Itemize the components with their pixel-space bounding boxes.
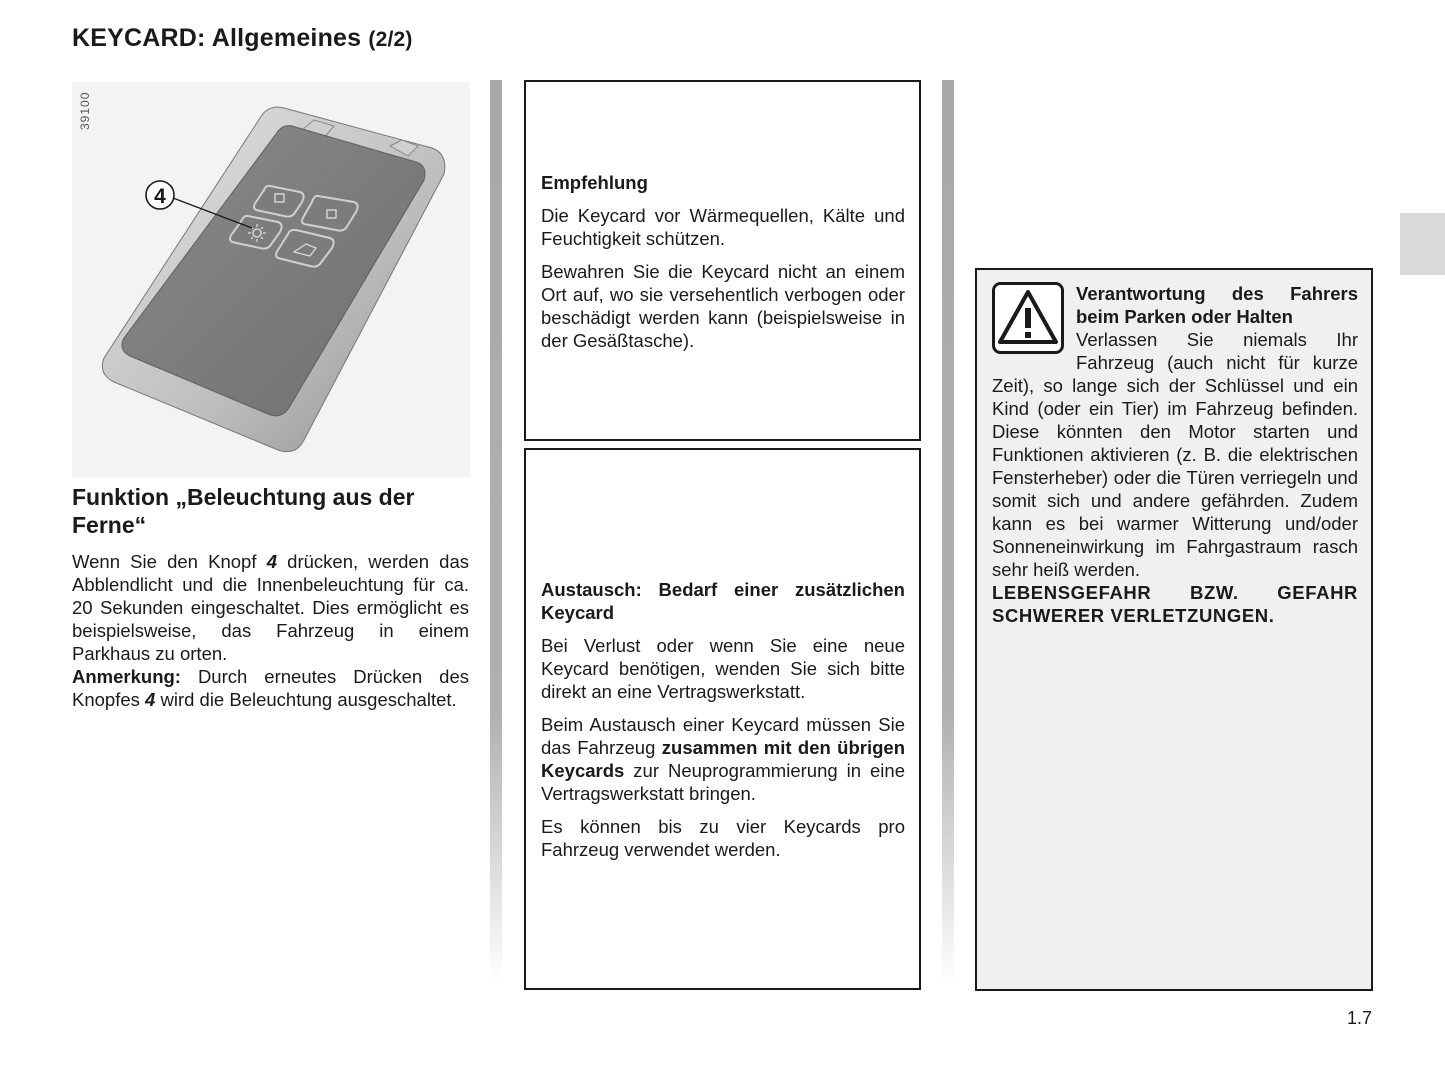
keycard-figure xyxy=(72,82,470,477)
text-run: Wenn Sie den Knopf xyxy=(72,551,267,572)
recommendation-heading: Empfehlung xyxy=(541,172,648,193)
page-number: 1.7 xyxy=(1346,1008,1372,1028)
text-run: wird die Beleuchtung ausgeschaltet. xyxy=(155,689,457,710)
left-body xyxy=(72,550,469,711)
page-title-main: KEYCARD: Allgemeines xyxy=(72,24,362,52)
keycard-illustration xyxy=(72,82,470,477)
warning-box xyxy=(975,268,1373,991)
recommendation-paragraph: Die Keycard vor Wärmequellen, Kälte und Feuchtigkeit schützen. xyxy=(541,205,905,249)
page-title-suffix: (2/2) xyxy=(368,28,413,51)
warning-icon-slot xyxy=(992,282,1076,368)
warning-heading: Verantwortung des Fahrers beim Parken oder Halten xyxy=(1076,283,1358,327)
recommendation-paragraph: Bewahren Sie die Keycard nicht an einem Ort auf, wo sie versehentlich verbogen oder beschädigt werden kann (beispielsweise in der Gesäßtasche). xyxy=(541,261,905,351)
recommendation-box xyxy=(524,80,921,441)
note-paragraph xyxy=(72,665,469,711)
button-reference: 4 xyxy=(266,551,277,572)
replacement-paragraph: Es können bis zu vier Keycards pro Fahrzeug verwendet werden. xyxy=(541,816,905,860)
column-divider xyxy=(942,80,954,985)
warning-triangle-icon xyxy=(992,282,1064,354)
note-label: Anmerkung: xyxy=(72,666,181,687)
function-paragraph xyxy=(72,550,469,665)
section-heading: Funktion „Beleuchtung aus der Ferne“ xyxy=(72,484,415,538)
column-divider xyxy=(490,80,502,985)
callout-label: 4 xyxy=(154,185,166,208)
text-run: drücken, werden das Abblendlicht und die Innenbeleuchtung für ca. 20 Sekunden eingeschaltet. Dies ermöglicht es beispielsweise, das Fahrzeug in einem Parkhaus zu orten. xyxy=(72,551,469,664)
button-reference: 4 xyxy=(145,689,156,710)
text-run: zur Neuprogrammierung in eine Vertragswerkstatt bringen. xyxy=(541,760,905,804)
image-code: 39100 xyxy=(78,91,92,130)
replacement-paragraph: Bei Verlust oder wenn Sie eine neue Keycard benötigen, wenden Sie sich bitte direkt an eine Vertragswerkstatt. xyxy=(541,635,905,702)
page-title xyxy=(72,24,413,53)
text-emphasis: zusammen mit den übrigen Keycards xyxy=(541,737,906,781)
replacement-paragraph xyxy=(541,713,905,805)
warning-body: Verlassen Sie niemals Ihr Fahrzeug (auch nicht für kurze Zeit), so lange sich der Schlüssel und ein Kind (oder ein Tier) im Fahrzeug befinden. Diese könnten den Motor starten und Funktionen aktivieren (z. B. die elektrischen Fensterheber) oder die Türen verriegeln und somit sich und andere gefährden. Zudem kann es bei warmer Witterung und/oder Sonneneinwirkung im Fahrgastraum rasch sehr heiß werden. xyxy=(992,329,1358,580)
text-run: Durch erneutes Drücken des Knopfes xyxy=(72,666,469,710)
replacement-box xyxy=(524,448,921,990)
text-run: Beim Austausch einer Keycard müssen Sie das Fahrzeug xyxy=(541,714,905,758)
chapter-tab xyxy=(1400,213,1445,275)
replacement-heading: Austausch: Bedarf einer zusätzlichen Keycard xyxy=(541,579,905,623)
warning-danger-statement: LEBENSGEFAHR BZW. GEFAHR SCHWERER VERLETZUNGEN. xyxy=(992,582,1358,626)
